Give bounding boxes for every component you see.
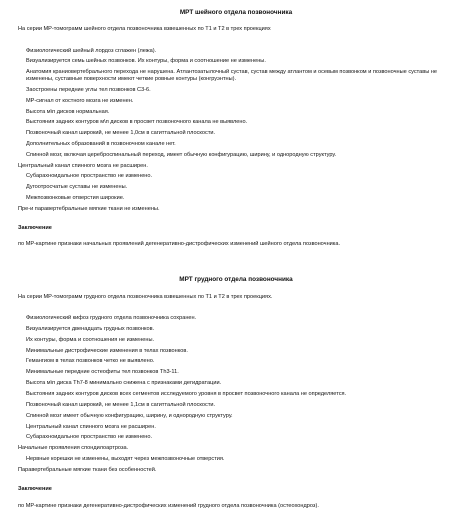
thoracic-conclusion-heading: Заключение xyxy=(18,486,52,493)
finding-line: Субарахноидальное пространство не изменено. xyxy=(26,173,153,180)
finding-line: Дугоотросчатые суставы не изменены. xyxy=(26,184,128,191)
finding-line: Выстояния задних контуров дисков всех сегментов исследуемого уровня в просвет позвоночного канала не определяется. xyxy=(26,390,347,397)
finding-line: Спинной мозг, включая цереброспинальный переход, имеет обычную конфигурацию, ширину, и однородную структуру. xyxy=(26,151,337,158)
finding-line: Анатомия краниовертебрального перехода не нарушена. Атлантозатылочный сустав, сустав между атлантом и осевым позвонком и позвоночные суставы не изменены, суставные поверхности имеют четкие ровные контуры (конгруэнтны). xyxy=(26,69,437,83)
finding-line: Нервные корешки не изменены, выходят через межпозвоночные отверстия. xyxy=(26,456,225,463)
thoracic-intro: На серии МР-томограмм грудного отдела позвоночника взвешенных по Т1 и Т2 в трех проекциях. xyxy=(18,293,273,300)
finding-line: Центральный канал спинного мозга не расширен. xyxy=(26,423,156,430)
finding-line: Спинной мозг имеет обычную конфигурацию, ширину, и однородную структуру. xyxy=(26,412,233,419)
finding-line: Центральный канал спинного мозга не расширен. xyxy=(18,162,148,169)
finding-line: Физиологический кифоз грудного отдела позвоночника сохранен. xyxy=(26,314,197,321)
thoracic-findings xyxy=(18,315,454,474)
cervical-section xyxy=(18,9,454,248)
finding-line: Выстояния задних контуров м\п дисков в просвет позвоночного канала не выявлено. xyxy=(26,119,248,126)
cervical-findings xyxy=(18,48,454,213)
cervical-title: МРТ шейного отдела позвоночника xyxy=(179,9,293,16)
finding-line: Позвоночный канал широкий, не менее 1,1см в сагиттальной плоскости. xyxy=(26,401,216,408)
finding-line: Паравертебральные мягкие ткани без особенностей. xyxy=(18,467,157,473)
finding-line: Высота м\п диска Th7-8 минимально снижена с признаками дегидратации. xyxy=(26,380,222,387)
finding-line: Их контуры, форма и соотношения не изменены. xyxy=(26,336,155,343)
cervical-conclusion: по МР-картине признаки начальных проявлений дегенеративно-дистрофических изменений шейного отдела позвоночника. xyxy=(18,241,341,248)
finding-line: Пре-и паравертебральные мягкие ткани не изменены. xyxy=(18,205,160,212)
finding-line: Физиологический шейный лордоз сглажен (лежа). xyxy=(26,47,157,54)
finding-line: Позвоночный канал широкий, не менее 1,0см в сагиттальной плоскости. xyxy=(26,130,216,137)
finding-line: МР-сигнал от костного мозга не изменен. xyxy=(26,97,134,104)
finding-line: Субарахноидальное пространство не изменено. xyxy=(26,434,153,441)
finding-line: Начальные проявления спондилоартроза. xyxy=(18,445,129,452)
thoracic-title: МРТ грудного отдела позвоночника xyxy=(179,276,293,284)
finding-line: Минимальные дистрофические изменения в телах позвонков. xyxy=(26,347,188,354)
finding-line: Высота м\п дисков нормальная. xyxy=(26,108,110,115)
finding-line: Визуализируется семь шейных позвонков. Их контуры, форма и соотношение не изменены. xyxy=(26,58,266,65)
thoracic-conclusion: по МР-картине признаки дегенеративно-дистрофических изменений грудного отдела позвоночника (остеохондроз). xyxy=(18,502,319,509)
cervical-intro: На серии МР-томограмм шейного отдела позвоночника взвешенных по Т1 и Т2 в трех проекциях xyxy=(18,26,271,33)
finding-line: Межпозвонковые отверстия широкие. xyxy=(26,194,125,201)
cervical-conclusion-heading: Заключение xyxy=(18,224,52,231)
finding-line: Гемангиом в телах позвонков четко не выявлено. xyxy=(26,358,155,365)
finding-line: Дополнительных образований в позвоночном канале нет. xyxy=(26,140,176,147)
finding-line: Минимальные передние остеофиты тел позвонков Th3-11. xyxy=(26,369,179,376)
finding-line: Заостроены передние углы тел позвонков С3-6. xyxy=(26,87,151,94)
thoracic-section xyxy=(18,276,454,509)
finding-line: Визуализируется двенадцать грудных позвонков. xyxy=(26,325,155,332)
